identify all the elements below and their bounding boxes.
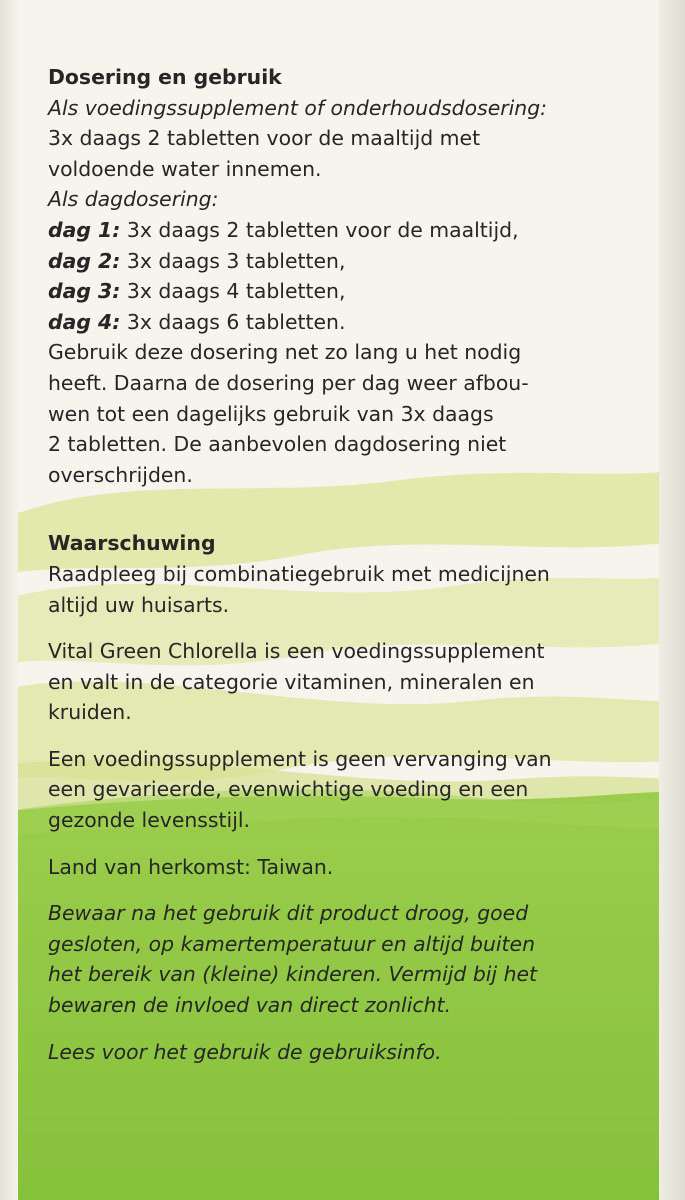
storage-line: Bewaar na het gebruik dit product droog, goed	[48, 901, 529, 926]
day-label: dag 4:	[48, 309, 121, 334]
supplement-note-line: gezonde levensstijl.	[48, 808, 251, 833]
usage-line: 2 tabletten. De aanbevolen dagdosering niet	[48, 432, 507, 457]
right-fold-edge	[659, 0, 685, 1200]
day-text: 3x daags 2 tabletten voor de maaltijd,	[120, 217, 519, 242]
warning-line: altijd uw huisarts.	[48, 592, 230, 617]
day-label: dag 3:	[48, 279, 121, 304]
maintenance-line: 3x daags 2 tabletten voor de maaltijd met	[48, 126, 481, 151]
storage-line: gesloten, op kamertemperatuur en altijd buiten	[48, 931, 536, 956]
day-dosage-label: Als dagdosering:	[48, 187, 219, 212]
maintenance-label: Als voedingssupplement of onderhoudsdosering:	[48, 95, 548, 120]
supplement-note-line: een gevarieerde, evenwichtige voeding en een	[48, 777, 529, 802]
supplement-info-line: kruiden.	[48, 700, 132, 725]
warning-line: Raadpleeg bij combinatiegebruik met medicijnen	[48, 561, 550, 586]
day-text: 3x daags 6 tabletten.	[120, 309, 346, 334]
usage-line: overschrijden.	[48, 462, 193, 487]
warning-heading: Waarschuwing	[48, 531, 216, 556]
usage-line: wen tot een dagelijks gebruik van 3x daags	[48, 401, 494, 426]
left-fold-edge	[0, 0, 18, 1200]
day-row	[48, 307, 648, 338]
supplement-info-section	[48, 636, 648, 728]
text-content	[48, 62, 648, 1067]
day-text: 3x daags 4 tabletten,	[120, 279, 346, 304]
supplement-info-line: Vital Green Chlorella is een voedingssupplement	[48, 639, 545, 664]
warning-section	[48, 528, 648, 620]
dosage-section	[48, 62, 648, 490]
usage-line: heeft. Daarna de dosering per dag weer afbou-	[48, 370, 529, 395]
origin-section	[48, 852, 648, 883]
storage-section	[48, 898, 648, 1020]
usage-line: Gebruik deze dosering net zo lang u het nodig	[48, 340, 522, 365]
origin-text: Land van herkomst: Taiwan.	[48, 854, 334, 879]
read-info-section	[48, 1037, 648, 1068]
day-row	[48, 276, 648, 307]
dosage-heading: Dosering en gebruik	[48, 65, 282, 89]
day-text: 3x daags 3 tabletten,	[120, 248, 346, 273]
supplement-info-line: en valt in de categorie vitaminen, mineralen en	[48, 669, 535, 694]
day-label: dag 1:	[48, 217, 121, 242]
day-row	[48, 246, 648, 277]
storage-line: het bereik van (kleine) kinderen. Vermijd bij het	[48, 962, 538, 987]
read-info-text: Lees voor het gebruik de gebruiksinfo.	[48, 1039, 442, 1064]
maintenance-line: voldoende water innemen.	[48, 156, 322, 181]
supplement-note-section	[48, 744, 648, 836]
day-label: dag 2:	[48, 248, 121, 273]
supplement-note-line: Een voedingssupplement is geen vervanging van	[48, 746, 552, 771]
day-row	[48, 215, 648, 246]
storage-line: bewaren de invloed van direct zonlicht.	[48, 993, 451, 1018]
